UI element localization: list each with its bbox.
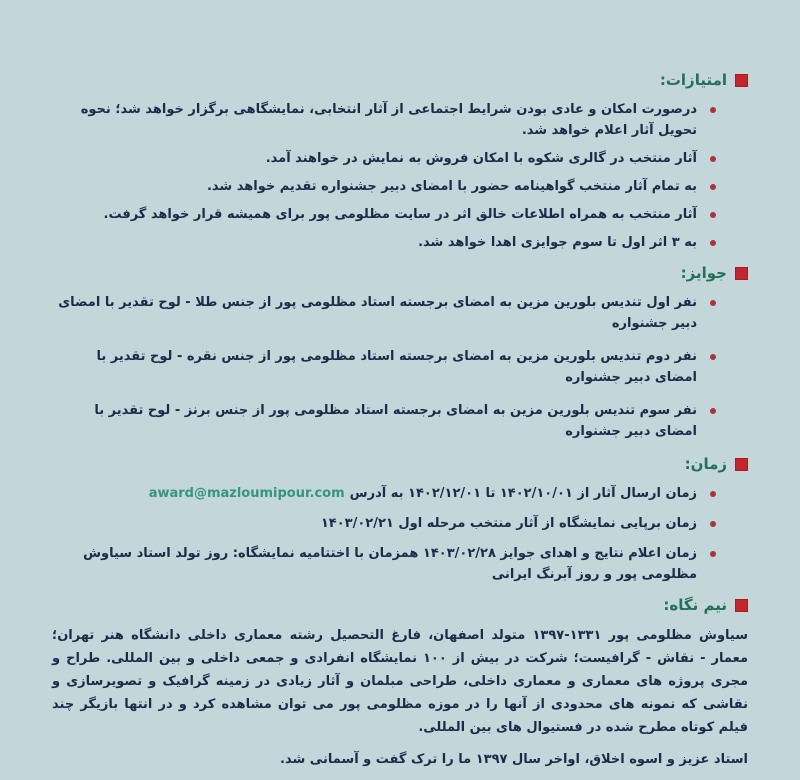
email-link[interactable]: award@mazloumipour.com [148,486,345,501]
prizes-list [52,292,748,442]
red-square-marker-icon [735,599,748,612]
bullet-dot-icon [710,240,716,246]
list-item: به تمام آثار منتخب گواهینامه حضور با امضای دبیر جشنواره تقدیم خواهد شد. [52,176,716,197]
section-time [52,454,748,585]
section-title-privileges [52,70,748,90]
list-item: نفر سوم تندیس بلورین مزین به امضای برجسته استاد مظلومی پور از جنس برنز - لوح تقدیر با امضای دبیر جشنواره [52,400,716,442]
bullet-dot-icon [710,156,716,162]
time-list [52,483,748,585]
bullet-dot-icon [710,354,716,360]
list-item: زمان برپایی نمایشگاه از آثار منتخب مرحله اول ۱۴۰۳/۰۲/۲۱ [52,513,716,534]
list-item: به ۳ اثر اول تا سوم جوایزی اهدا خواهد شد. [52,232,716,253]
section-title-label: جوایز: [680,264,727,282]
section-privileges [52,70,748,253]
section-glance [52,595,748,770]
red-square-marker-icon [735,74,748,87]
list-item: آثار منتخب در گالری شکوه با امکان فروش به نمایش در خواهند آمد. [52,148,716,169]
red-square-marker-icon [735,458,748,471]
bio-paragraph: سیاوش مظلومی پور ۱۳۳۱-۱۳۹۷ متولد اصفهان، فارغ التحصیل رشته معماری داخلی دانشگاه هنر تهران؛ معمار - نقاش - گرافیست؛ شرکت در بیش از ۱۰۰ نمایشگاه انفرادی و جمعی داخلی و بین المللی. طراح و مجری پروژه های معماری و معماری داخلی، طراحی مبلمان و آثار زیادی در زمینه گرافیک و تصویرسازی و نقاشی که نمونه های محدودی از آنها را در موزه مظلومی پور می توان مشاهده کرد و در انتها بازیگر چند فیلم کوتاه مطرح شده در فستیوال های بین المللی. [52,628,748,735]
bullet-dot-icon [710,408,716,414]
bullet-dot-icon [710,184,716,190]
red-square-marker-icon [735,267,748,280]
list-item: نفر اول تندیس بلورین مزین به امضای برجسته استاد مظلومی پور از جنس طلا - لوح تقدیر با امضای دبیر جشنواره [52,292,716,334]
bullet-dot-icon [710,551,716,557]
time-item-text: زمان ارسال آثار از ۱۴۰۲/۱۰/۰۱ تا ۱۴۰۲/۱۲/۰۱ به آدرسaward@mazloumipour.com [148,486,697,501]
list-item: زمان اعلام نتایج و اهدای جوایز ۱۴۰۳/۰۲/۲۸ همزمان با اختتامیه نمایشگاه: روز تولد استاد سیاوش مظلومی پور و روز آبرنگ ایرانی [52,543,716,585]
list-item: نفر دوم تندیس بلورین مزین به امضای برجسته استاد مظلومی پور از جنس نقره - لوح تقدیر با امضای دبیر جشنواره [52,346,716,388]
bullet-dot-icon [710,491,716,497]
section-title-time [52,454,748,474]
bullet-dot-icon [710,300,716,306]
privileges-list [52,99,748,253]
bullet-dot-icon [710,212,716,218]
flyer-content [52,70,748,780]
section-prizes [52,263,748,442]
section-title-label: امتیازات: [659,71,727,89]
section-title-label: زمان: [684,455,727,473]
bullet-dot-icon [710,521,716,527]
list-item: درصورت امکان و عادی بودن شرایط اجتماعی از آثار انتخابی، نمایشگاهی برگزار خواهد شد؛ نحوه تحویل آثار اعلام خواهد شد. [52,99,716,141]
list-item: آثار منتخب به همراه اطلاعات خالق اثر در سایت مظلومی پور برای همیشه قرار خواهد گرفت. [52,204,716,225]
list-item [52,483,716,504]
bullet-dot-icon [710,107,716,113]
closing-line: استاد عزیز و اسوه اخلاق، اواخر سال ۱۳۹۷ ما را ترک گفت و آسمانی شد. [280,752,748,767]
section-title-prizes [52,263,748,283]
section-title-glance [52,595,748,615]
section-title-label: نیم نگاه: [663,596,727,614]
